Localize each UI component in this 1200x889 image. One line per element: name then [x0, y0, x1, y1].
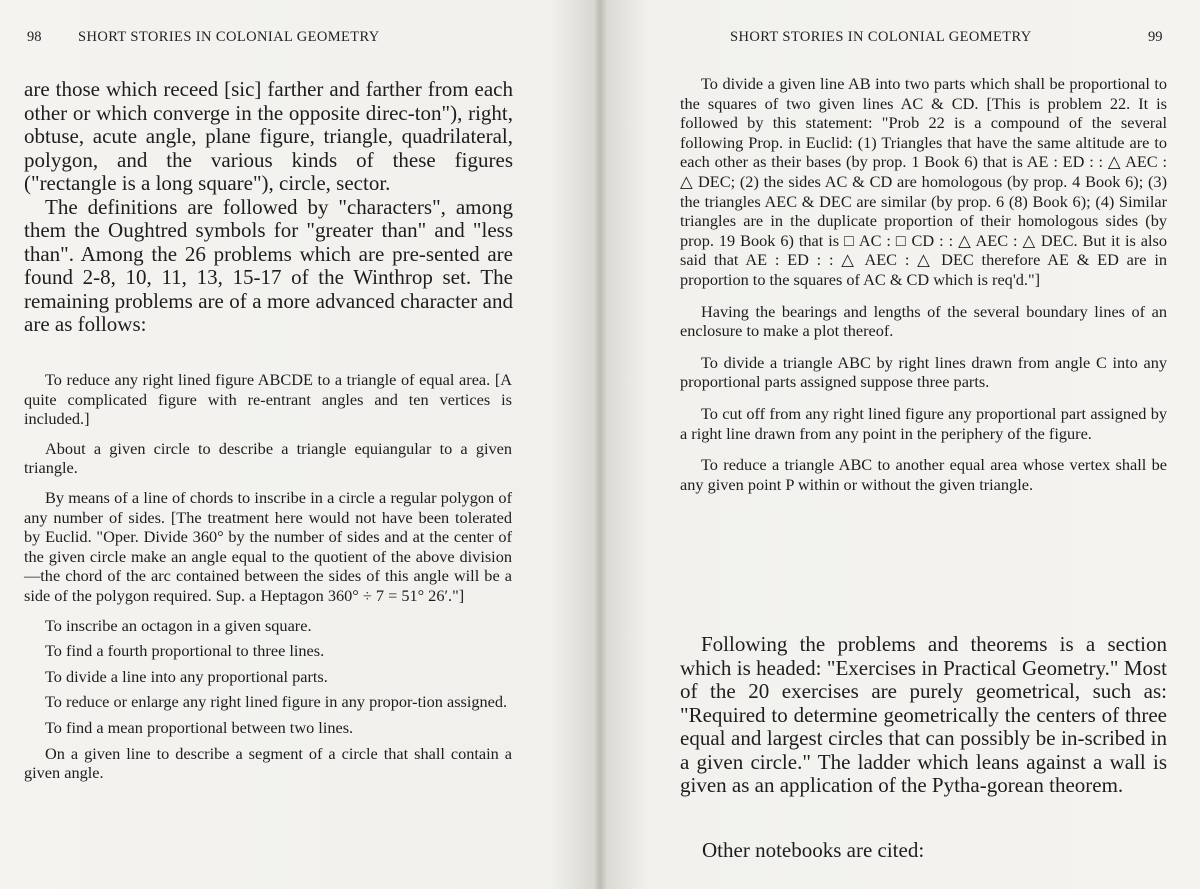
- other-notebooks-line: Other notebooks are cited:: [702, 838, 925, 862]
- running-head-right: SHORT STORIES IN COLONIAL GEOMETRY: [730, 29, 1032, 45]
- problem-item: To find a mean proportional between two lines.: [45, 717, 354, 737]
- problem-item: To find a fourth proportional to three lines.: [45, 641, 325, 661]
- problem-item: To divide a line into any proportional parts.: [45, 666, 328, 686]
- problem-item: To reduce or enlarge any right lined figure in any propor-tion assigned.: [45, 692, 508, 712]
- problem-item: To reduce a triangle ABC to another equal area whose vertex shall be any given point P within or without the given triangle.: [680, 455, 1167, 494]
- problem-item: On a given line to describe a segment of a circle that shall contain a given angle.: [24, 743, 512, 783]
- problem-list-right: [680, 74, 1167, 506]
- problem-item: To divide a given line AB into two parts which shall be proportional to the squares of two given lines AC & CD. [This is problem 22. It is followed by this statement: "Prob 22 is a compound of the several following Prop. in Euclid: (1) Triangles that have the same altitude are to each other as their bases (by prop. 1 Book 6) that is AE : ED : : △ AEC : △ DEC; (2) the sides AC & CD are homologous (by prop. 4 Book 6); (3) the triangles AEC & DEC are similar (by prop. 6 (8) Book 6); (4) Similar triangles are in the duplicate proportion of their homologous sides (by prop. 19 Book 6) that is □ AC : □ CD : : △ AEC : △ DEC. But it is also said that AE : ED : : △ AEC : △ DEC therefore AE & ED are in proportion to the squares of AC & CD which is req'd."]: [680, 74, 1167, 289]
- problem-item: To inscribe an octagon in a given square.: [45, 615, 312, 635]
- running-head-left: SHORT STORIES IN COLONIAL GEOMETRY: [78, 29, 380, 45]
- problem-list-left: [24, 370, 512, 789]
- problem-item: About a given circle to describe a triangle equiangular to a given triangle.: [24, 438, 512, 478]
- intro-section: [24, 78, 513, 337]
- problem-item: To reduce any right lined figure ABCDE to a triangle of equal area. [A quite complicated figure with re-entrant angles and ten vertices is included.]: [24, 370, 512, 429]
- page-number-right: 99: [1148, 29, 1163, 45]
- right-page: [604, 0, 1200, 889]
- intro-paragraph: are those which receed [sic] farther and farther from each other or which converge in the opposite direc-ton"), right, obtuse, acute angle, plane figure, triangle, quadrilateral, polygon, and the various kinds of these figures ("rectangle is a long square"), circle, sector.: [24, 77, 513, 195]
- problem-item: Having the bearings and lengths of the several boundary lines of an enclosure to make a plot thereof.: [680, 301, 1167, 341]
- intro-paragraph: The definitions are followed by "characters", among them the Oughtred symbols for "greater than" and "less than". Among the 26 problems which are pre-sented are found 2-8, 10, 11, 13, 15-17 of the Winthrop set. The remaining problems are of a more advanced character and are as follows:: [24, 194, 513, 336]
- page-number-left: 98: [27, 29, 42, 45]
- left-page: [0, 0, 596, 889]
- problem-item: To divide a triangle ABC by right lines drawn from angle C into any proportional parts assigned suppose three parts.: [680, 352, 1167, 392]
- problem-item: To cut off from any right lined figure any proportional part assigned by a right line drawn from any point in the periphery of the figure.: [680, 403, 1167, 443]
- following-paragraph: Following the problems and theorems is a section which is headed: "Exercises in Practical Geometry." Most of the 20 exercises are purely geometrical, such as: "Required to determine geometrically the centers of three equal and largest circles that can possibly be in-scribed in a given circle." The ladder which leans against a wall is given as an application of the Pytha-gorean theorem.: [680, 632, 1167, 797]
- problem-item: By means of a line of chords to inscribe in a circle a regular polygon of any number of sides. [The treatment here would not have been tolerated by Euclid. "Oper. Divide 360° by the number of sides and at the center of the given circle make an angle equal to the quotient of the above division—the chord of the arc contained between the sides of this angle will be a side of the polygon required. Sup. a Heptagon 360° ÷ 7 = 51° 26′."]: [24, 487, 512, 605]
- following-section: [680, 633, 1167, 798]
